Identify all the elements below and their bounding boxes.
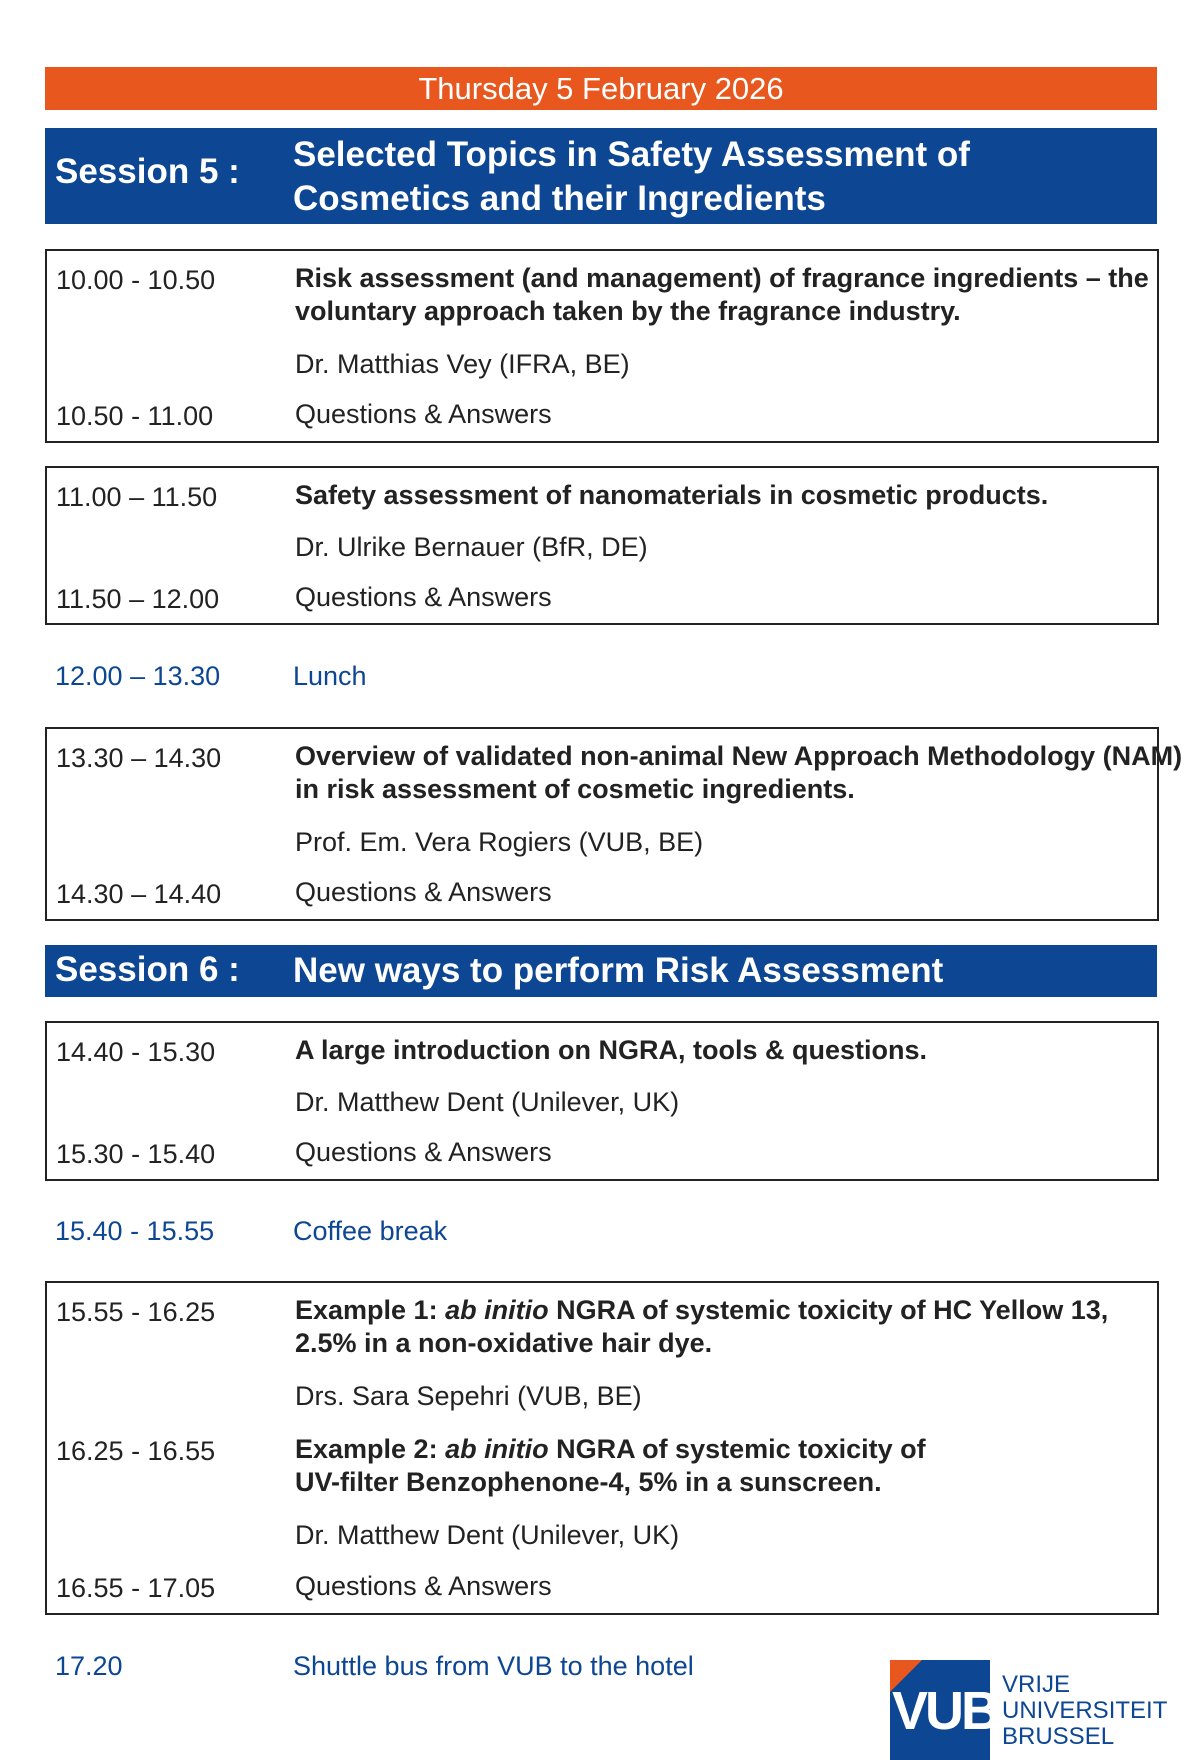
time-slot: 11.00 – 11.50 — [56, 482, 218, 512]
speaker: Dr. Ulrike Bernauer (BfR, DE) — [295, 532, 648, 562]
talk-title-line: Risk assessment (and management) of fragrance ingredients – the — [295, 263, 1149, 293]
time-slot: 16.55 - 17.05 — [56, 1573, 216, 1603]
speaker: Drs. Sara Sepehri (VUB, BE) — [295, 1381, 642, 1411]
speaker: Prof. Em. Vera Rogiers (VUB, BE) — [295, 827, 704, 857]
talk-title-line: Overview of validated non-animal New Approach Methodology (NAM) — [295, 741, 1183, 771]
example-2-line2: UV-filter Benzophenone-4, 5% in a sunscreen. — [295, 1467, 882, 1497]
session-5-label: Session 5 : — [55, 152, 240, 191]
program-block — [45, 466, 1159, 625]
talk-title — [295, 262, 1149, 328]
time-slot: 15.30 - 15.40 — [56, 1139, 216, 1169]
example-1-title — [295, 1294, 1108, 1360]
break-label: Coffee break — [293, 1216, 448, 1246]
time-slot: 11.50 – 12.00 — [56, 584, 220, 614]
talk-title-line: in risk assessment of cosmetic ingredients. — [295, 774, 855, 804]
talk-title-line: voluntary approach taken by the fragrance industry. — [295, 296, 961, 326]
talk-title: Safety assessment of nanomaterials in cosmetic products. — [295, 480, 1049, 510]
session-6-header — [45, 945, 1157, 997]
program-block — [45, 249, 1159, 443]
example-2-rest: NGRA of systemic toxicity of — [548, 1434, 926, 1464]
time-slot: 13.30 – 14.30 — [56, 743, 222, 773]
talk-title: A large introduction on NGRA, tools & questions. — [295, 1035, 927, 1065]
questions-answers: Questions & Answers — [295, 1137, 552, 1167]
vub-logo-line: BRUSSEL — [1002, 1723, 1115, 1750]
talk-title — [295, 740, 1182, 806]
vub-logo-line: VRIJE — [1002, 1671, 1071, 1698]
vub-logo-mark — [890, 1660, 998, 1760]
break-label: Shuttle bus from VUB to the hotel — [293, 1651, 694, 1681]
break-label: Lunch — [293, 661, 367, 691]
session-5-title — [293, 133, 970, 221]
example-1-prefix: Example 1: — [295, 1295, 446, 1325]
program-block — [45, 727, 1183, 921]
time-slot: 14.30 – 14.40 — [56, 879, 222, 909]
example-2-prefix: Example 2: — [295, 1434, 446, 1464]
time-slot: 10.00 - 10.50 — [56, 265, 216, 295]
session-5-title-line1: Selected Topics in Safety Assessment of — [293, 135, 970, 174]
example-2-line1 — [295, 1433, 926, 1466]
vub-logo-letters: VUB — [892, 1681, 998, 1741]
example-1-line1 — [295, 1294, 1108, 1327]
time-slot: 16.25 - 16.55 — [56, 1436, 216, 1466]
break-time: 17.20 — [55, 1651, 123, 1681]
break-time: 15.40 - 15.55 — [55, 1216, 215, 1246]
day-header: Thursday 5 February 2026 — [45, 67, 1157, 110]
vub-logo-wordmark — [1002, 1672, 1167, 1750]
program-block — [45, 1021, 1159, 1181]
vub-logo — [890, 1660, 1168, 1760]
vub-logo-line: UNIVERSITEIT — [1002, 1697, 1168, 1724]
break-time: 12.00 – 13.30 — [55, 661, 221, 691]
example-1-rest: NGRA of systemic toxicity of HC Yellow 13, — [548, 1295, 1109, 1325]
speaker: Dr. Matthias Vey (IFRA, BE) — [295, 349, 630, 379]
time-slot: 10.50 - 11.00 — [56, 401, 214, 431]
speaker: Dr. Matthew Dent (Unilever, UK) — [295, 1520, 680, 1550]
session-5-title-line2: Cosmetics and their Ingredients — [293, 179, 826, 218]
questions-answers: Questions & Answers — [295, 877, 552, 907]
session-6-title: New ways to perform Risk Assessment — [293, 951, 944, 990]
time-slot: 15.55 - 16.25 — [56, 1297, 216, 1327]
time-slot: 14.40 - 15.30 — [56, 1037, 216, 1067]
example-1-line2: 2.5% in a non-oxidative hair dye. — [295, 1328, 713, 1358]
session-6-label: Session 6 : — [55, 950, 240, 989]
questions-answers: Questions & Answers — [295, 1571, 552, 1601]
speaker: Dr. Matthew Dent (Unilever, UK) — [295, 1087, 680, 1117]
example-1-italic: ab initio — [445, 1295, 549, 1325]
questions-answers: Questions & Answers — [295, 582, 552, 612]
session-5-header — [45, 128, 1157, 224]
questions-answers: Questions & Answers — [295, 399, 552, 429]
example-2-title — [295, 1433, 926, 1499]
example-2-italic: ab initio — [445, 1434, 549, 1464]
examples-block — [45, 1281, 1159, 1615]
